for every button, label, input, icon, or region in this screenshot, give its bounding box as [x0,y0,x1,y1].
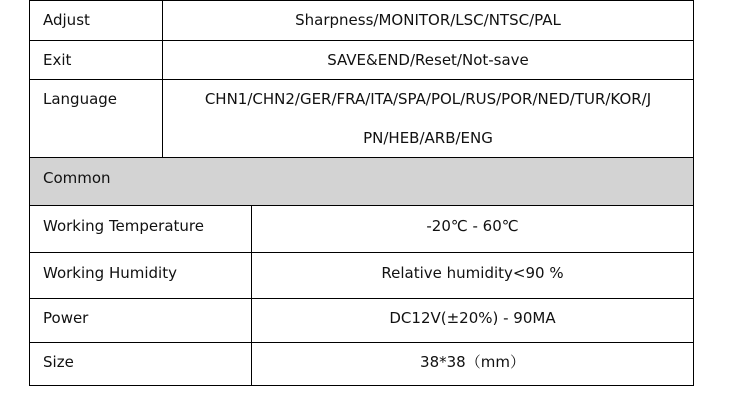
table-row-power [30,298,693,342]
table-row-size [30,342,693,386]
row-value-exit: SAVE&END/Reset/Not-save [162,41,693,79]
language-value-line-1: CHN1/CHN2/GER/FRA/ITA/SPA/POL/RUS/POR/NED/TUR/KOR/J [204,90,652,108]
row-value-language [162,80,693,157]
row-label-exit: Exit [43,51,72,69]
row-value-power: DC12V(±20%) - 90MA [251,299,693,342]
row-label-size: Size [43,353,74,371]
row-value-adjust: Sharpness/MONITOR/LSC/NTSC/PAL [162,1,693,40]
row-value-working-humidity: Relative humidity<90 % [251,253,693,298]
table-row-language [30,79,693,157]
row-value-working-temperature: -20℃ - 60℃ [251,206,693,252]
spec-table [29,0,694,386]
row-label-power: Power [43,309,89,327]
row-label-working-humidity: Working Humidity [43,264,177,282]
row-label-adjust: Adjust [43,11,90,29]
table-row-working-humidity [30,252,693,298]
section-header-common [30,157,693,205]
row-label-language: Language [43,90,118,108]
table-row-exit [30,40,693,79]
row-value-size: 38*38（mm） [251,343,693,386]
table-row-adjust [30,0,693,40]
table-row-working-temperature [30,205,693,252]
language-value-line-2: PN/HEB/ARB/ENG [363,129,493,147]
row-label-working-temperature: Working Temperature [43,217,204,235]
section-header-label: Common [43,169,111,187]
